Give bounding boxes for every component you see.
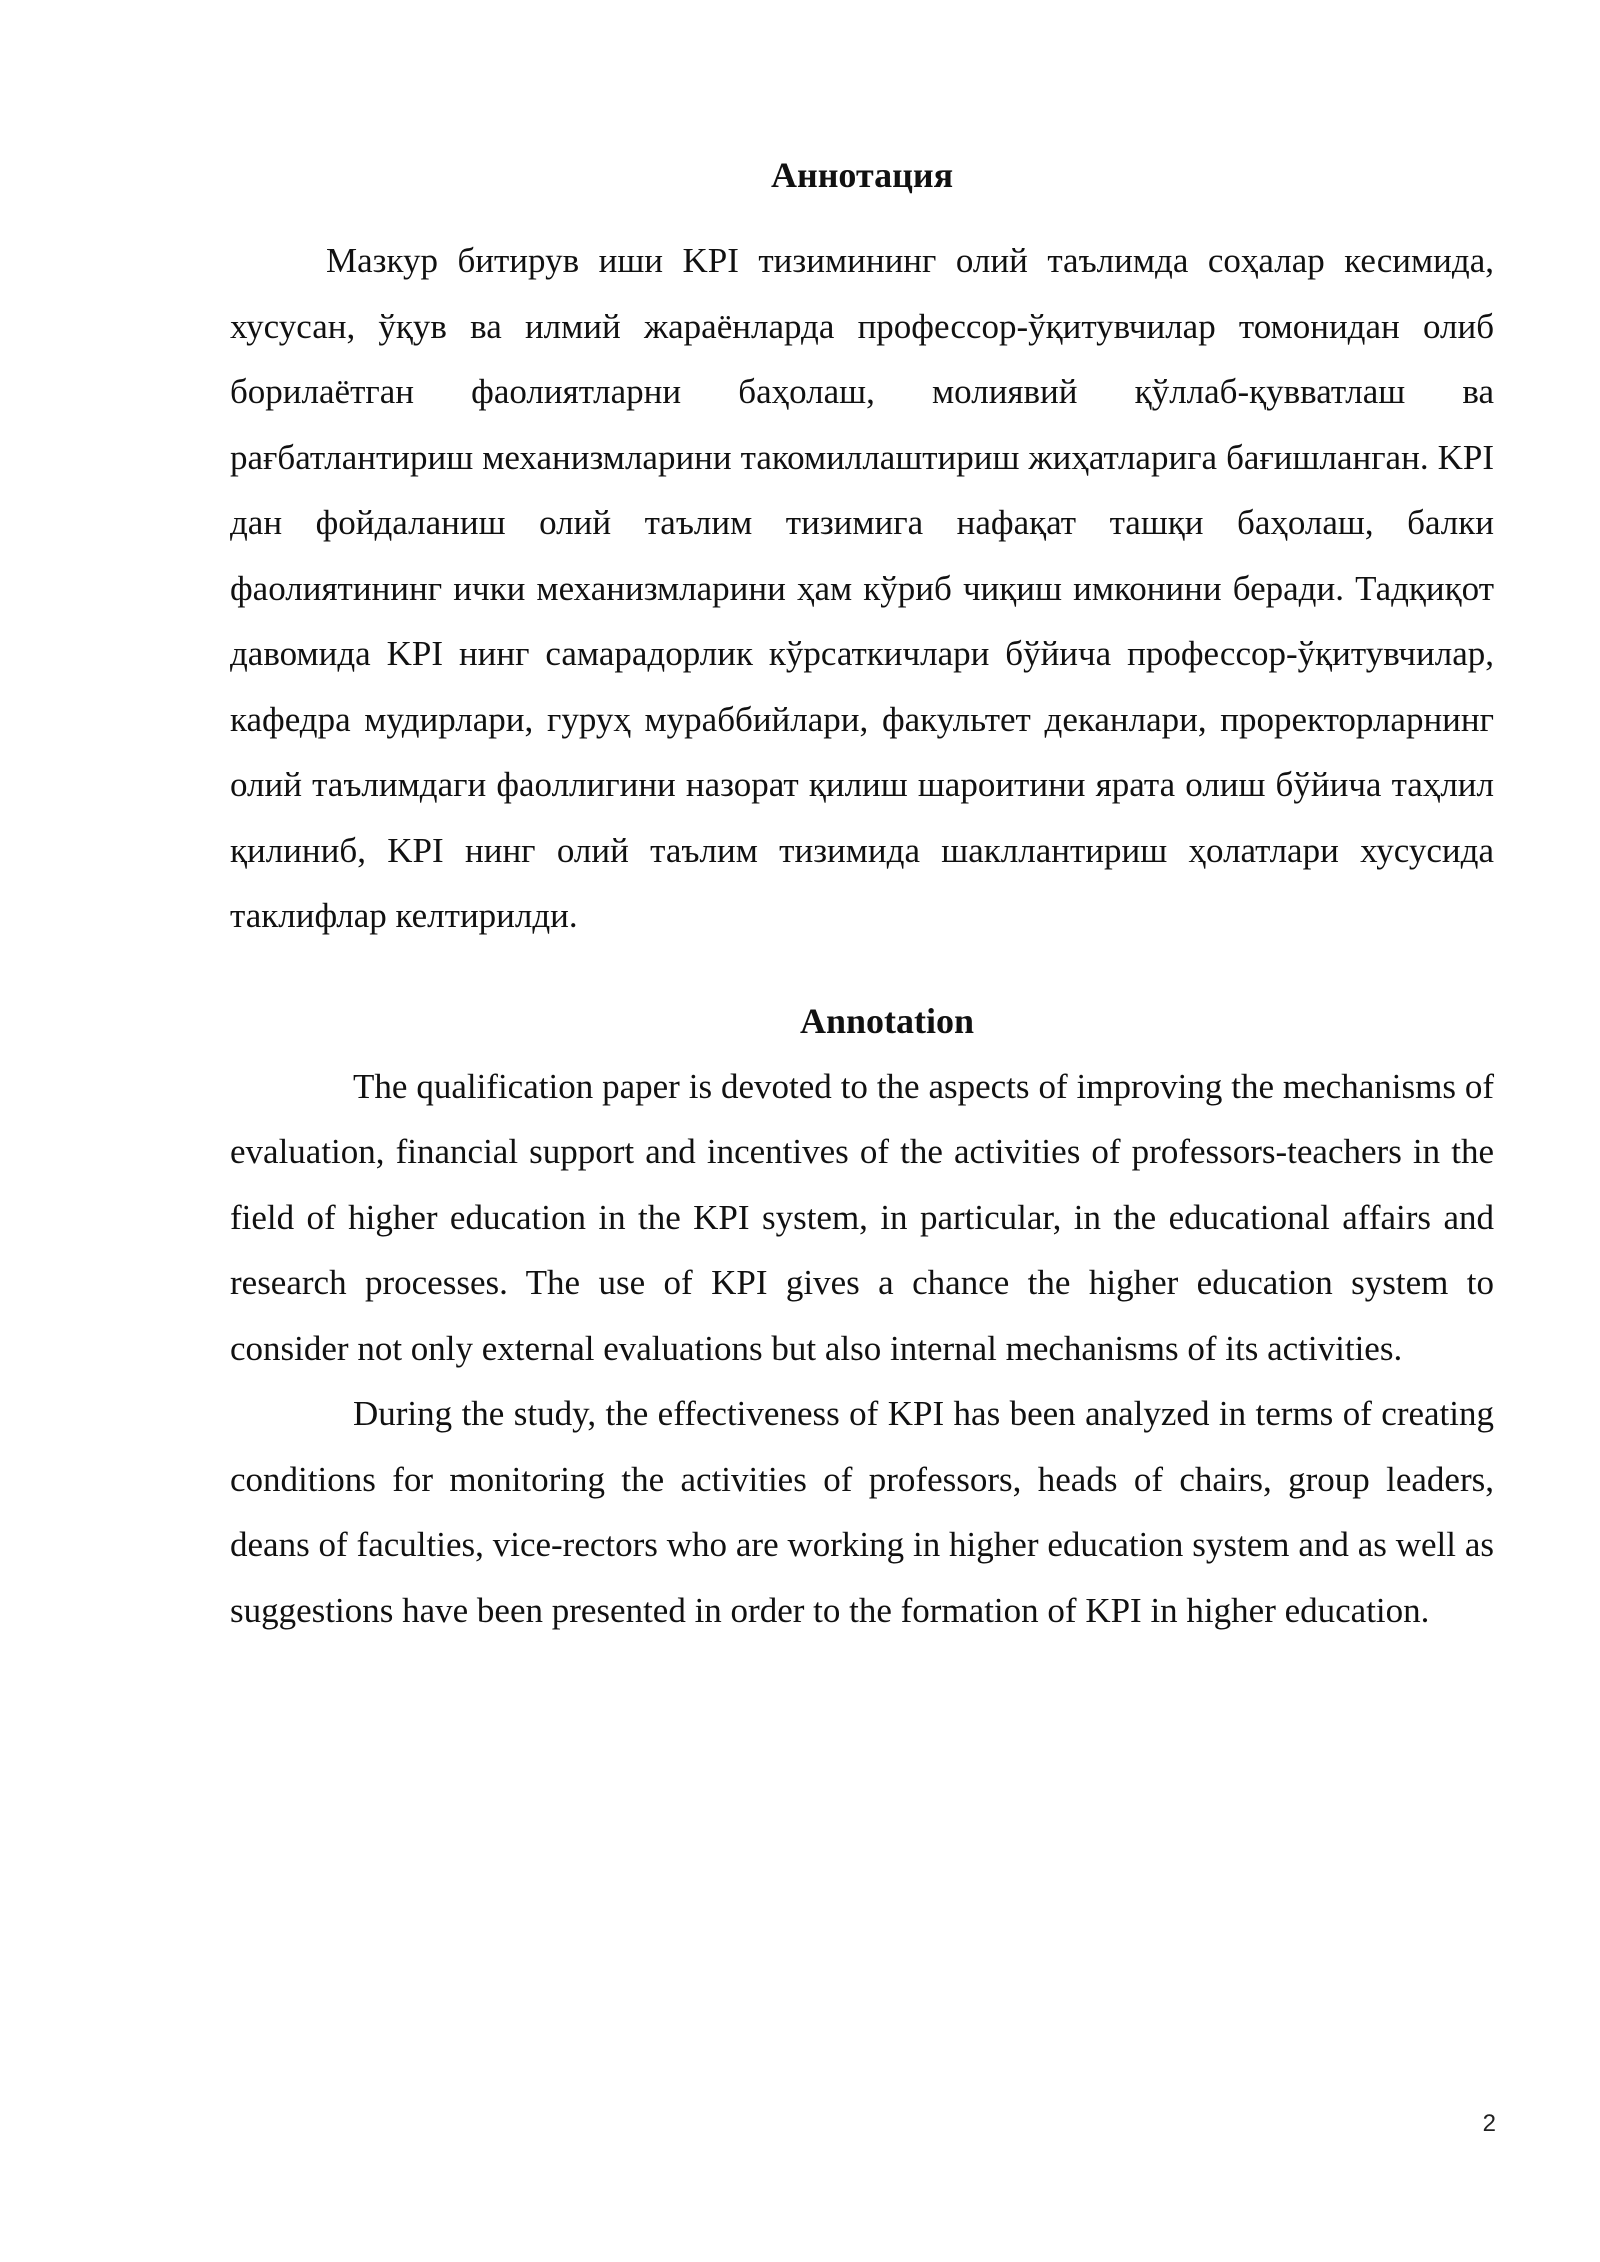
- uzbek-annotation-paragraph: Мазкур битирув иши KPI тизимининг олий таълимда соҳалар кесимида, хусусан, ўқув ва илмий жараёнларда профессор-ўқитувчилар томонидан олиб борилаётган фаолиятларни баҳолаш, молиявий қўллаб-қувватлаш ва рағбатлантириш механизмларини такомиллаштириш жиҳатларига бағишланган. KPI дан фойдаланиш олий таълим тизимига нафақат ташқи баҳолаш, балки фаолиятининг ички механизмларини ҳам кўриб чиқиш имконини беради. Тадқиқот давомида KPI нинг самарадорлик кўрсаткичлари бўйича профессор-ўқитувчилар, кафедра мудирлари, гуруҳ мураббийлари, факультет деканлари, проректорларнинг олий таълимдаги фаоллигини назорат қилиш шароитини ярата олиш бўйича таҳлил қилиниб, KPI нинг олий таълим тизимида шакллантириш ҳолатлари хусусида таклифлар келтирилди.: [230, 241, 1494, 935]
- page-number: 2: [1482, 2110, 1496, 2137]
- uzbek-annotation-title: Аннотация: [770, 155, 954, 195]
- english-annotation-title: Annotation: [799, 1000, 975, 1041]
- page-content: [230, 145, 1494, 1643]
- english-annotation-paragraph-1: The qualification paper is devoted to the aspects of improving the mechanisms of evaluation, financial support and incentives of the activities of professors-teachers in the field of higher education in the KPI system, in particular, in the educational affairs and research processes. The use of KPI gives a chance the higher education system to consider not only external evaluations but also internal mechanisms of its activities.: [230, 1066, 1494, 1368]
- english-annotation-paragraph-2: During the study, the effectiveness of KPI has been analyzed in terms of creating conditions for monitoring the activities of professors, heads of chairs, group leaders, deans of faculties, vice-rectors who are working in higher education system and as well as suggestions have been presented in order to the formation of KPI in higher education.: [230, 1394, 1494, 1630]
